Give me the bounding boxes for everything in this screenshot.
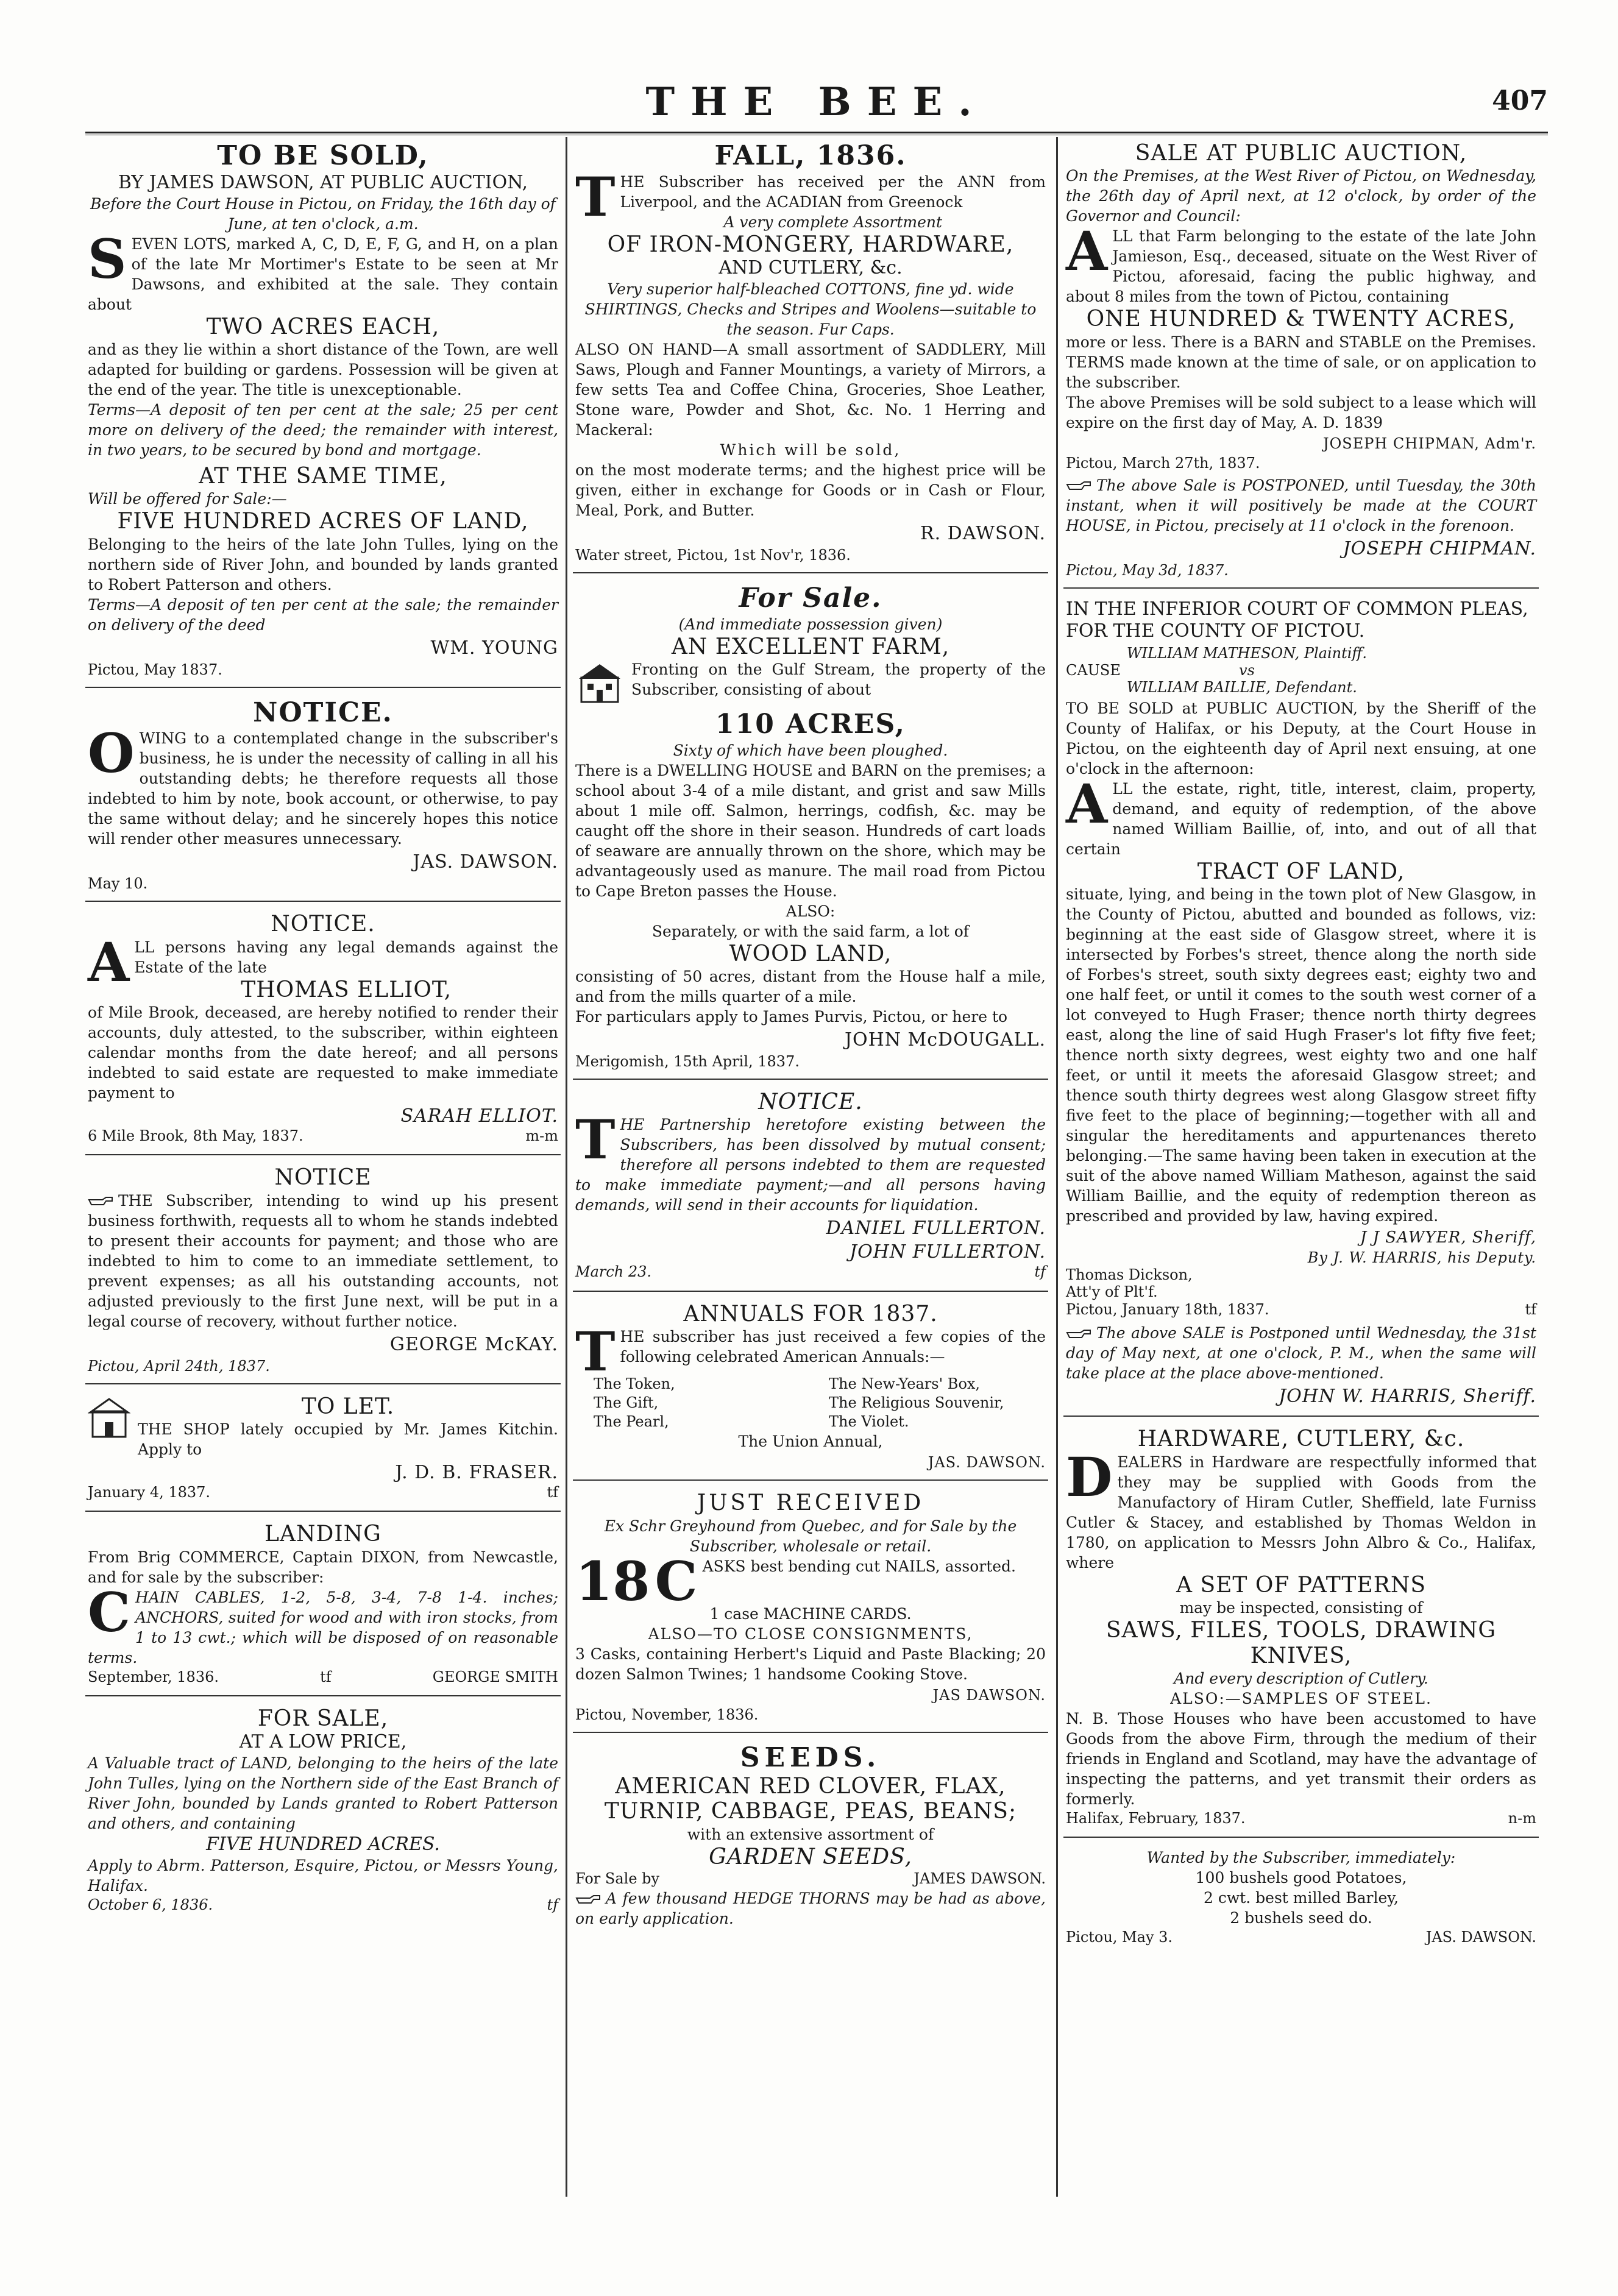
ad-hardware-cutlery: [1063, 1423, 1539, 1838]
ad-title: NOTICE.: [758, 1089, 863, 1114]
ad-body: A Valuable tract of LAND, belonging to the heirs of the late John Tulles, lying on the Northern side of the East Branch of River John, bounded by Lands granted to Robert Patterson and others, and containing: [88, 1754, 558, 1833]
ad-signature: JAMES DAWSON.: [914, 1870, 1046, 1888]
ad-terms-2: Terms—A deposit of ten per cent at the sale; the remainder on delivery of the deed: [88, 595, 558, 634]
ad-may: may be inspected, consisting of: [1179, 1599, 1423, 1617]
ad-sep: Separately, or with the said farm, a lot of: [651, 922, 970, 940]
ad-line: 3 Casks, containing Herbert's Liquid and Paste Blacking; 20 dozen Salmon Twines; 1 handsome Cooking Stove.: [575, 1645, 1046, 1684]
ad-offered: Will be offered for Sale:—: [88, 490, 287, 508]
ad-signature: J J SAWYER, Sheriff,: [1360, 1228, 1536, 1247]
ad-subtitle: BY JAMES DAWSON, AT PUBLIC AUCTION,: [118, 171, 528, 193]
ad-title: Wanted by the Subscriber, immediately:: [1146, 1849, 1456, 1867]
ad-date: Merigomish, 15th April, 1837.: [575, 1052, 800, 1070]
ad-terms: on the most moderate terms; and the highest price will be given, either in exchange for Goods or in Cash or Flour, Meal, Pork, and Butter.: [575, 461, 1046, 519]
ad-title: ANNUALS FOR 1837.: [683, 1301, 938, 1327]
ad-every: And every description of Cutlery.: [1174, 1669, 1428, 1687]
ad-wanted: [1063, 1844, 1539, 1955]
ad-body: THE subscriber has just received a few copies of the following celebrated American Annuals:—: [575, 1319, 1046, 1383]
ad-title: TO LET.: [301, 1394, 395, 1419]
shop-icon: [88, 1397, 130, 1442]
ad-for-sale-land: [85, 1703, 561, 1924]
ad-nb: N. B. Those Houses who have been accustomed to have Goods from the above Firm, through the medium of their friends in England and Scotland, may have the advantage of inspecting the patterns, and yet transmit their orders as formerly.: [1066, 1709, 1536, 1808]
ad-date: January 4, 1837.: [88, 1484, 211, 1501]
list-item: The Pearl,: [594, 1413, 669, 1431]
ad-body-3: consisting of 50 acres, distant from the House half a mile, and from the mills quarter of a mile.: [575, 967, 1046, 1005]
ad-body: THE Partnership heretofore existing between the Subscribers, has been dissolved by mutual consent; therefore all persons indebted to them are requested to make immediate payment;—and all persons having demands, will send in their accounts for liquidation.: [575, 1108, 1046, 1214]
ad-signature: R. DAWSON.: [920, 522, 1046, 544]
ad-title: TO BE SOLD,: [217, 140, 429, 171]
ad-also: ALSO:: [786, 902, 836, 920]
ad-mark: n-m: [1508, 1809, 1536, 1827]
ad-mark: tf: [547, 1896, 558, 1914]
ad-with: with an extensive assortment of: [687, 1825, 934, 1843]
ad-subhead: ONE HUNDRED & TWENTY ACRES,: [1086, 306, 1516, 332]
ad-footer: [1066, 1928, 1536, 1947]
ad-body: SEVEN LOTS, marked A, C, D, E, F, G, and H, on a plan of the late Mr Mortimer's Estate to be seen at Mr Dawsons, and exhibited at the sale. They contain about: [88, 227, 558, 313]
ad-date-2: Pictou, May 3d, 1837.: [1066, 561, 1229, 579]
drop-cap: C: [88, 1580, 131, 1644]
ad-line: ALSO—TO CLOSE CONSIGNMENTS,: [648, 1625, 973, 1643]
ad-also: ALSO ON HAND—A small assortment of SADDLERY, Mill Saws, Plough and Fanner Mountings, a variety of Mirrors, a few setts Tea and Coffee China, Groceries, Shoe Leather, Stone ware, Powder and Shot, &c. No. 1 Herring and Mackeral:: [575, 340, 1046, 439]
plaintiff: WILLIAM MATHESON, Plaintiff.: [1126, 644, 1368, 662]
list-item: The Union Annual,: [738, 1433, 883, 1451]
ad-signature: JAS DAWSON.: [932, 1687, 1046, 1704]
ad-postponed: The above SALE is Postponed until Wednesday, the 31st day of May next, at one o'clock, P. M., when the same will take place at the place above-mentioned.: [1066, 1324, 1536, 1383]
ad-footer: [88, 1668, 558, 1687]
ad-fall-1836: [573, 137, 1048, 573]
ad-title: FALL, 1836.: [714, 140, 907, 171]
ad-mark: m-m: [525, 1127, 558, 1145]
ad-signature-2: JOHN W. HARRIS, Sheriff.: [1279, 1386, 1536, 1408]
ad-subhead: TWO ACRES EACH,: [206, 314, 440, 339]
ad-signature: JAS. DAWSON.: [928, 1454, 1046, 1472]
masthead-rule: [85, 132, 1548, 135]
ad-date: Pictou, March 27th, 1837.: [1066, 454, 1260, 472]
case-caption: [1066, 645, 1536, 696]
ad-date: March 23.: [575, 1263, 652, 1281]
ad-body-3: Belonging to the heirs of the late John Tulles, lying on the northern side of River John, and bounded by lands granted to Robert Patterson and others.: [88, 535, 558, 593]
column-1: [85, 137, 561, 2209]
ad-title: HARDWARE, CUTLERY, &c.: [1137, 1426, 1465, 1452]
ad-signature: WM. YOUNG: [430, 637, 558, 659]
ad-body: Fronting on the Gulf Stream, the property of the Subscriber, consisting of about: [631, 660, 1046, 698]
ad-signature: JAS. DAWSON.: [1425, 1929, 1536, 1946]
ad-body-3: situate, lying, and being in the town plot of New Glasgow, in the County of Pictou, abutted and bounded as follows, viz: beginning at the east side of Glasgow street, where it is intersected by Forbes's street, thence along the north side of Forbes's street, south sixty degrees east; eighty two and one half feet, or until it comes to the south west corner of a lot conveyed to Hugh Fraser; thence north thirty degrees east, along the line of said Hugh Fraser's lot fifty five feet; thence north sixty degrees, west eighty two and one half feet, or until it meets the aforesaid Glasgow street; and thence south thirty degrees west along Glasgow street fifty five feet to the place of beginning;—together with all and singular the hereditaments and appurtenances thereto belonging.—The same having been taken in execution at the suit of the above named William Matheson, against the said William Baillie, and the equity of redemption thereon as prescribed and provided by law, having expired.: [1066, 885, 1536, 1225]
ad-title: LANDING: [264, 1522, 381, 1547]
ad-title: JUST RECEIVED: [697, 1490, 924, 1516]
pointing-hand-icon: [88, 1195, 113, 1208]
ad-signature: SARAH ELLIOT.: [400, 1105, 558, 1127]
list-item: The Gift,: [594, 1394, 659, 1411]
ad-mark: tf: [320, 1668, 332, 1685]
ad-date: Pictou, April 24th, 1837.: [88, 1357, 270, 1375]
ad-body-2: There is a DWELLING HOUSE and BARN on the premises; a school about 3-4 of a mile distant, and grist and saw Mills about 1 mile off. Salmon, herrings, codfish, &c. may be caught off the shore in their season. Hundreds of cart loads of seaware are annually thrown on the shore, which may be advantageously used as manure. The mail road from Pictou to Cape Breton passes the House.: [575, 761, 1046, 900]
drop-cap: D: [1066, 1445, 1113, 1509]
ad-signature: GEORGE SMITH: [432, 1668, 558, 1685]
list-item: The Token,: [594, 1375, 675, 1392]
drop-cap: A: [1066, 219, 1108, 283]
ad-body-2: of Mile Brook, deceased, are hereby notified to render their accounts, duly attested, to the subscriber, within eighteen calendar months from the date hereof; and all persons indebted to said estate are requested to make immediate payment to: [88, 1004, 558, 1102]
pointing-hand-icon: [575, 1893, 601, 1907]
ad-signature: JOHN McDOUGALL.: [844, 1029, 1046, 1051]
ad-body: TO BE SOLD at PUBLIC AUCTION, by the Sheriff of the County of Halifax, or his Deputy, at the Court House in Pictou, on the eighteenth day of April next ensuing, at one o'clock in the afternoon:: [1066, 699, 1536, 778]
ad-body: THE Subscriber has received per the ANN from Liverpool, and the ACADIAN from Greenock: [575, 165, 1046, 229]
ad-title: FOR SALE,: [257, 1706, 389, 1731]
page-number: 407: [1492, 85, 1548, 116]
ad-title: NOTICE.: [271, 912, 375, 937]
ad-acres: 110 ACRES,: [715, 708, 906, 740]
drop-cap: T: [575, 165, 616, 229]
ad-body: ALL persons having any legal demands against the Estate of the late: [88, 930, 558, 994]
ad-footer: [575, 1263, 1046, 1281]
ad-footer: [88, 1896, 558, 1915]
ad-body: OWING to a contemplated change in the subscriber's business, he is under the necessity of calling in all his outstanding debts; he therefore requests all those indebted to him by note, book account, or otherwise, to pay the same without delay; and he sincerely hopes this notice will render other measures unnecessary.: [88, 721, 558, 848]
ad-to-let: [85, 1391, 561, 1512]
ad-body-2: more or less. There is a BARN and STABLE on the Premises. TERMS made known at the time of sale, or on application to the subscriber.: [1066, 333, 1536, 391]
pointing-hand-icon: [1066, 1328, 1091, 1341]
ad-title: IN THE INFERIOR COURT OF COMMON PLEAS, FOR THE COUNTY OF PICTOU.: [1066, 598, 1528, 642]
ad-title: NOTICE: [274, 1165, 372, 1191]
drop-cap: A: [1066, 771, 1108, 835]
ad-mark: tf: [1034, 1263, 1046, 1281]
drop-cap: O: [88, 721, 135, 785]
ad-subhead-2: TURNIP, CABBAGE, PEAS, BEANS;: [604, 1799, 1017, 1824]
column-3: [1063, 137, 1539, 2209]
ad-footer: [1066, 1809, 1536, 1828]
drop-cap: A: [88, 930, 130, 994]
ad-subhead: AMERICAN RED CLOVER, FLAX,: [615, 1774, 1006, 1799]
ad-body-3: The above Premises will be sold subject to a lease which will expire on the first day of May, A. D. 1839: [1066, 393, 1536, 431]
ad-body: THE SHOP lately occupied by Mr. James Kitchin. Apply to: [138, 1420, 558, 1459]
ad-landing: [85, 1518, 561, 1696]
ad-wood: WOOD LAND,: [729, 941, 892, 966]
column-divider: [566, 137, 567, 2197]
ad-attorney: Thomas Dickson,: [1066, 1266, 1193, 1284]
ad-date: 6 Mile Brook, 8th May, 1837.: [88, 1127, 303, 1145]
ad-notice-dawson: [85, 694, 561, 902]
drop-cap: T: [575, 1108, 616, 1172]
ad-notice-elliot: [85, 908, 561, 1155]
ad-public-auction: [1063, 137, 1539, 589]
versus: vs: [1239, 661, 1255, 679]
ad-subhead-2: AND CUTLERY, &c.: [719, 257, 903, 278]
ad-date: September, 1836.: [88, 1668, 219, 1685]
newspaper-title: THE BEE.: [645, 79, 988, 125]
ad-date: Halifax, February, 1837.: [1066, 1809, 1246, 1827]
ad-mark: tf: [1525, 1301, 1536, 1319]
ad-hedge: A few thousand HEDGE THORNS may be had as above, on early application.: [575, 1890, 1046, 1928]
ad-forsale: For Sale by: [575, 1870, 660, 1888]
ad-signature-2: JOHN FULLERTON.: [850, 1241, 1046, 1263]
ad-assort: A very complete Assortment: [723, 213, 943, 231]
defendant: WILLIAM BAILLIE, Defendant.: [1126, 678, 1357, 696]
ad-subhead: OF IRON-MONGERY, HARDWARE,: [607, 232, 1014, 257]
ad-when: On the Premises, at the West River of Pictou, on Wednesday, the 26th day of April next, at 12 o'clock, by order of the Governor and Council:: [1066, 167, 1536, 225]
ad-body: THE Subscriber, intending to wind up his present business forthwith, requests all to whom he stands indebted to present their accounts for payment; and those who are indebted to him to come to an immediate settlement, to prevent expenses; as all his outstanding accounts, not adjusted previously to the first June next, will be put in a legal course of recovery, without further notice.: [88, 1191, 558, 1330]
ad-subhead: AN EXCELLENT FARM,: [671, 634, 950, 659]
ad-date: Water street, Pictou, 1st Nov'r, 1836.: [575, 546, 851, 564]
ad-subhead: THOMAS ELLIOT,: [241, 977, 452, 1002]
list-item: The Religious Souvenir,: [829, 1394, 1004, 1411]
ad-garden: GARDEN SEEDS,: [709, 1844, 912, 1869]
ad-footer: [575, 1869, 1046, 1888]
annuals-list: [575, 1375, 1046, 1432]
list-item: The Violet.: [829, 1413, 909, 1431]
ad-head-2: AT THE SAME TIME,: [199, 463, 447, 489]
ad-deputy: By J. W. HARRIS, his Deputy.: [1307, 1249, 1536, 1267]
ad-title: For Sale.: [739, 582, 882, 614]
ad-signature: GEORGE McKAY.: [389, 1333, 558, 1355]
ad-footer: [88, 1127, 558, 1146]
farmhouse-icon: [575, 662, 624, 707]
drop-cap: C: [655, 1549, 698, 1613]
ad-signature: JAS. DAWSON.: [413, 851, 558, 873]
ad-date: May 10.: [88, 875, 148, 893]
ad-signature-1: DANIEL FULLERTON.: [826, 1217, 1046, 1239]
ad-to-be-sold: [85, 137, 561, 688]
list-item: 2 bushels seed do.: [1230, 1909, 1372, 1927]
ad-terms: Terms—A deposit of ten per cent at the sale; 25 per cent more on delivery of the deed; the remainder with interest, in two years, to be secured by bond and mortgage.: [88, 400, 558, 459]
ad-signature: JOSEPH CHIPMAN, Adm'r.: [1322, 434, 1536, 452]
drop-cap: S: [88, 227, 127, 291]
ad-count: 18: [575, 1549, 650, 1613]
ad-body: CHAIN CABLES, 1-2, 5-8, 3-4, 7-8 1-4. inches; ANCHORS, suited for wood and with iron stocks, from 1 to 13 cwt.; which will be disposed of on reasonable terms.: [88, 1580, 558, 1667]
ad-signature: J. D. B. FRASER.: [395, 1462, 558, 1484]
ad-apply: Apply to Abrm. Patterson, Esquire, Pictou, or Messrs Young, Halifax.: [88, 1857, 558, 1895]
ad-possession: (And immediate possession given): [678, 615, 943, 633]
column-divider: [1056, 137, 1058, 2197]
ad-seeds: [573, 1739, 1048, 1937]
ad-body: 18 C ASKS best bending cut NAILS, assorted.: [575, 1549, 1017, 1613]
ad-plough: Sixty of which have been ploughed.: [673, 741, 948, 759]
ad-footer: [88, 1483, 558, 1502]
ad-notice-mckay: [85, 1161, 561, 1384]
ad-body: ALL that Farm belonging to the estate of the late John Jamieson, Esq., deceased, situate on the West River of Pictou, aforesaid, facing the public highway, and about 8 miles from the town of Pictou, containing: [1066, 219, 1536, 306]
column-2: [573, 137, 1048, 2209]
ad-from: Ex Schr Greyhound from Quebec, and for Sale by the Subscriber, wholesale or retail.: [604, 1517, 1017, 1555]
ad-subhead-2: SAWS, FILES, TOOLS, DRAWING KNIVES,: [1105, 1618, 1497, 1668]
ad-date: Pictou, May 3.: [1066, 1929, 1173, 1946]
ad-which: Which will be sold,: [720, 441, 901, 459]
ad-date: Pictou, November, 1836.: [575, 1706, 759, 1724]
cause-label: CAUSE: [1066, 661, 1121, 679]
ad-just-received: [573, 1487, 1048, 1733]
pointing-hand-icon: [1066, 480, 1091, 493]
list-item: The New-Years' Box,: [829, 1375, 981, 1392]
ad-fabrics: Very superior half-bleached COTTONS, fine yd. wide SHIRTINGS, Checks and Stripes and Woolens—suitable to the season. Fur Caps.: [584, 280, 1037, 338]
ad-body-2: and as they lie within a short distance of the Town, are well adapted for building or gardens. Possession will be given at the end of the year. The title is unexceptionable.: [88, 340, 558, 399]
ad-subhead: A SET OF PATTERNS: [1176, 1572, 1426, 1598]
ad-body: DEALERS in Hardware are respectfully informed that they may be supplied with Goods from the Manufactory of Hiram Cutler, Sheffield, late Furniss Cutler & Stacey, and established by Thomas Weldon in 1780, on application to Messrs John Albro & Co., Halifax, where: [1066, 1445, 1536, 1571]
ad-when: Before the Court House in Pictou, on Friday, the 16th day of June, at ten o'clock, a.m.: [90, 194, 556, 233]
list-item: 100 bushels good Potatoes,: [1195, 1869, 1407, 1887]
ad-also: ALSO:—SAMPLES OF STEEL.: [1170, 1689, 1432, 1707]
ad-mark: tf: [547, 1484, 558, 1501]
ad-title: NOTICE.: [253, 696, 393, 728]
ad-notice-fullerton: [573, 1086, 1048, 1292]
ad-apply: For particulars apply to James Purvis, Pictou, or here to: [575, 1007, 1008, 1026]
ad-subhead-2: FIVE HUNDRED ACRES OF LAND,: [117, 509, 529, 534]
ad-body-2: ALL the estate, right, title, interest, claim, property, demand, and equity of redemption, of the above named William Baillie, of, into, and out of all that certain: [1066, 771, 1536, 858]
ad-date: October 6, 1836.: [88, 1896, 213, 1914]
ad-attorney-2: Att'y of Plt'f.: [1066, 1283, 1158, 1301]
ad-line: 1 case MACHINE CARDS.: [709, 1605, 912, 1623]
ad-postponed: The above Sale is POSTPONED, until Tuesday, the 30th instant, when it will positively be made at the COURT HOUSE, in Pictou, precisely at 11 o'clock in the forenoon.: [1066, 476, 1536, 534]
ad-signature-2: JOSEPH CHIPMAN.: [1343, 537, 1536, 559]
ad-for-sale-farm: [573, 579, 1048, 1080]
ad-title: SEEDS.: [740, 1742, 881, 1774]
ad-footer: [1066, 1300, 1536, 1319]
ad-annuals: [573, 1298, 1048, 1481]
ad-from: From Brig COMMERCE, Captain DIXON, from Newcastle, and for sale by the subscriber:: [88, 1548, 558, 1586]
ad-date: Pictou, January 18th, 1837.: [1066, 1301, 1269, 1319]
ad-title: SALE AT PUBLIC AUCTION,: [1135, 141, 1467, 166]
ad-subhead: TRACT OF LAND,: [1197, 859, 1405, 884]
ad-court-sale: [1063, 595, 1539, 1417]
list-item: 2 cwt. best milled Barley,: [1203, 1889, 1399, 1907]
masthead: [85, 79, 1548, 134]
ad-date: Pictou, May 1837.: [88, 661, 222, 678]
drop-cap: T: [575, 1319, 616, 1383]
ad-sub: AT A LOW PRICE,: [239, 1731, 407, 1753]
ad-subhead: FIVE HUNDRED ACRES.: [206, 1834, 440, 1855]
